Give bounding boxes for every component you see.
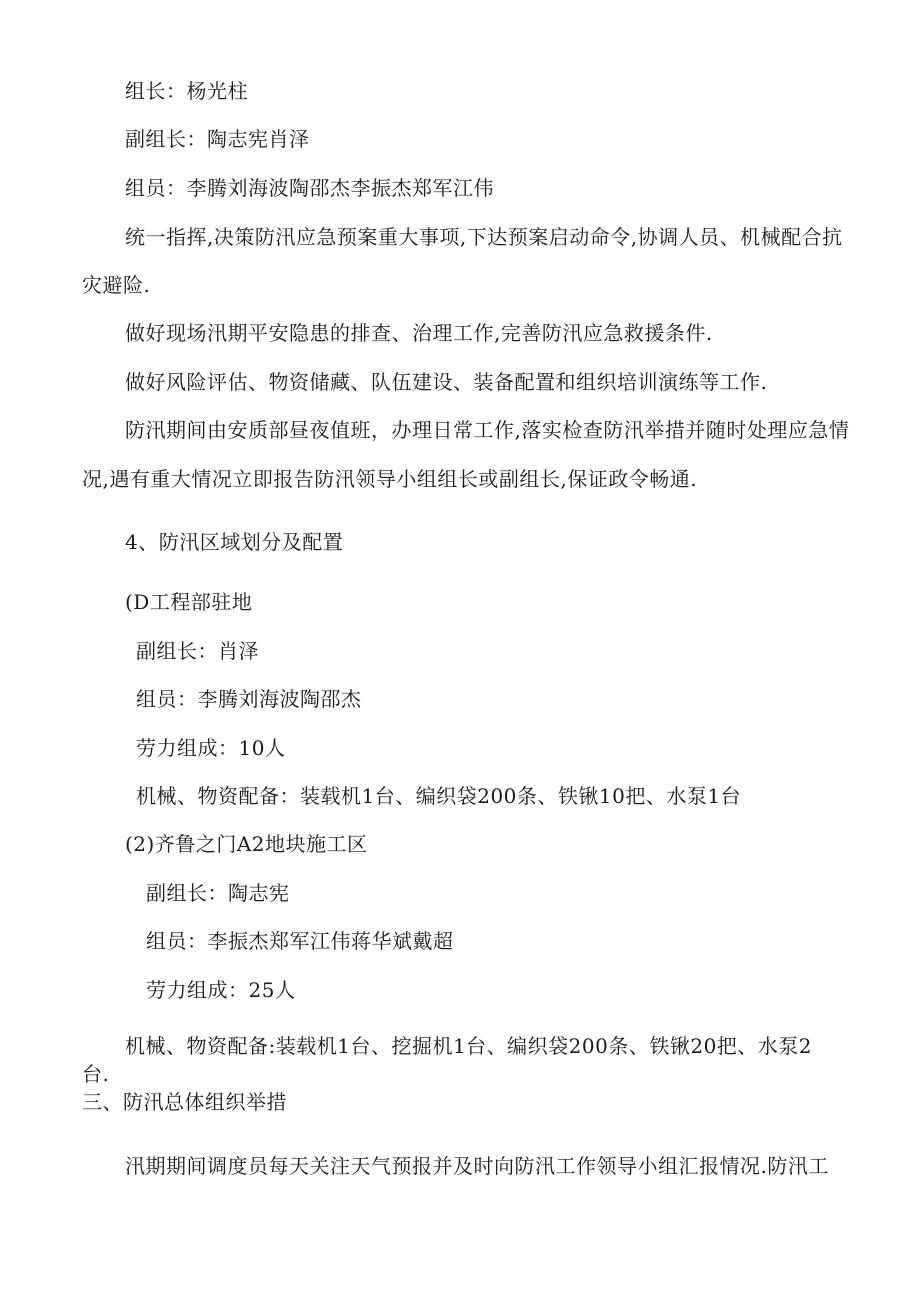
section-3-paragraph-line-1: 汛期期间调度员每天关注天气预报并及时向防汛工作领导小组汇报情况.防汛工 <box>125 1154 829 1178</box>
area-1-deputy-leader: 副组长：肖泽 <box>136 639 259 663</box>
area-2-members: 组员：李振杰郑军江伟蒋华斌戴超 <box>146 929 454 953</box>
area-1-labor: 劳力组成：10人 <box>136 736 286 760</box>
area-2-deputy-leader: 副组长：陶志宪 <box>146 881 290 905</box>
area-1-heading: (D工程部驻地 <box>125 590 253 614</box>
section-heading-4: 4、防汛区域划分及配置 <box>125 530 344 554</box>
duty-paragraph-line-2: 灾避险. <box>82 273 151 297</box>
duty-paragraph-3: 做好风险评估、物资储藏、队伍建设、装备配置和组织培训演练等工作. <box>125 370 768 394</box>
area-1-members: 组员：李腾刘海波陶邵杰 <box>136 687 362 711</box>
area-2-equipment-line-2: 台. <box>82 1062 110 1086</box>
deputy-leader-line: 副组长：陶志宪肖泽 <box>125 127 310 151</box>
area-2-equipment-line-1: 机械、物资配备:装载机1台、挖掘机1台、编织袋200条、铁锹20把、水泵2 <box>125 1034 813 1058</box>
area-1-equipment: 机械、物资配备：装载机1台、编织袋200条、铁锹10把、水泵1台 <box>136 784 742 808</box>
duty-paragraph-2: 做好现场汛期平安隐患的排查、治理工作,完善防汛应急救援条件. <box>125 321 713 345</box>
section-heading-3: 三、防汛总体组织举措 <box>82 1090 287 1114</box>
duty-paragraph-4-line-1: 防汛期间由安质部昼夜值班，办理日常工作,落实检查防汛举措并随时处理应急情 <box>125 418 850 442</box>
duty-paragraph-line-1: 统一指挥,决策防汛应急预案重大事项,下达预案启动命令,协调人员、机械配合抗 <box>125 225 843 249</box>
members-line: 组员：李腾刘海波陶邵杰李振杰郑军江伟 <box>125 176 494 200</box>
area-2-heading: (2)齐鲁之门A2地块施工区 <box>125 832 368 856</box>
duty-paragraph-4-line-2: 况,遇有重大情况立即报告防汛领导小组组长或副组长,保证政令畅通. <box>82 467 698 491</box>
leader-line: 组长：杨光柱 <box>125 79 248 103</box>
area-2-labor: 劳力组成：25人 <box>146 978 296 1002</box>
